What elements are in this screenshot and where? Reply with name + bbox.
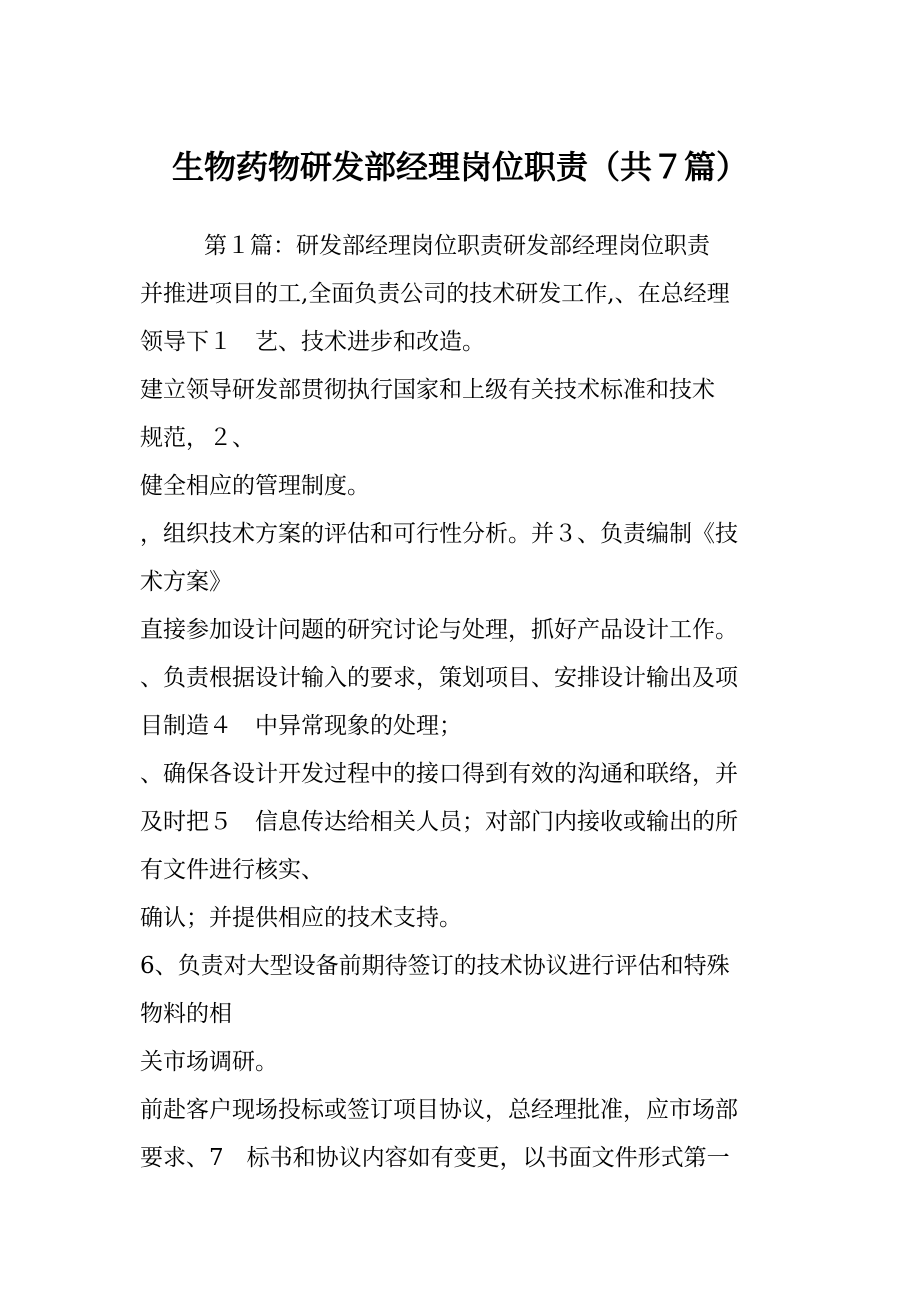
body-line: 、确保各设计开发过程中的接口得到有效的沟通和联络，并 xyxy=(140,761,738,787)
body-line: 物料的相 xyxy=(140,1001,232,1027)
document-title: 生物药物研发部经理岗位职责（共７篇） xyxy=(171,148,748,186)
body-line: 健全相应的管理制度。 xyxy=(140,473,370,499)
body-line: 建立领导研发部贯彻执行国家和上级有关技术标准和技术 xyxy=(140,377,715,403)
body-line: 有文件进行核实、 xyxy=(140,857,324,883)
body-line: 要求、7 标书和协议内容如有变更，以书面文件形式第一 xyxy=(140,1145,730,1171)
body-line: 术方案》 xyxy=(140,569,232,595)
body-line: 、负责根据设计输入的要求，策划项目、安排设计输出及项 xyxy=(140,665,738,691)
body-line: 第１篇：研发部经理岗位职责研发部经理岗位职责 xyxy=(204,233,710,259)
body-line: 规范，２、 xyxy=(140,425,255,451)
document-body xyxy=(140,222,800,1182)
body-line: 直接参加设计问题的研究讨论与处理，抓好产品设计工作。 xyxy=(140,617,738,643)
body-line: 6、负责对大型设备前期待签订的技术协议进行评估和特殊 xyxy=(140,953,730,979)
body-line: 并推进项目的工,全面负责公司的技术研发工作,、在总经理 xyxy=(140,281,730,307)
body-line: 目制造４ 中异常现象的处理； xyxy=(140,713,462,739)
body-line: 前赴客户现场投标或签订项目协议，总经理批准，应市场部 xyxy=(140,1097,738,1123)
body-line: 关市场调研。 xyxy=(140,1049,278,1075)
body-line: 确认；并提供相应的技术支持。 xyxy=(140,905,462,931)
body-line: 及时把５ 信息传达给相关人员；对部门内接收或输出的所 xyxy=(140,809,738,835)
body-line: ，组织技术方案的评估和可行性分析。并３、负责编制《技 xyxy=(140,521,738,547)
body-line: 领导下１ 艺、技术进步和改造。 xyxy=(140,329,485,355)
